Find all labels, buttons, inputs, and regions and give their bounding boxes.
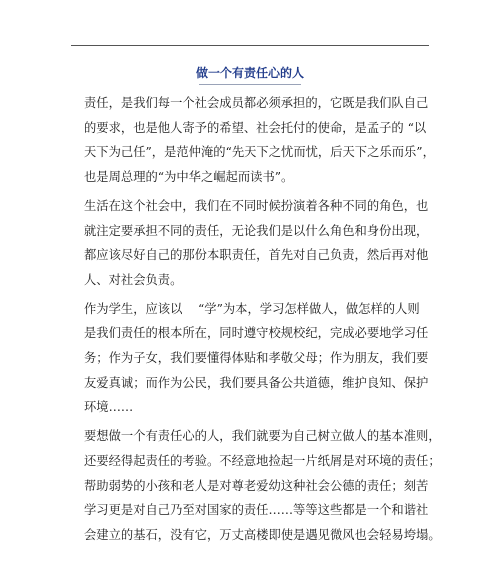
header-rule — [71, 45, 429, 46]
title-underline — [199, 84, 301, 85]
paragraph — [84, 297, 429, 421]
text-line: 也是周总理的“为中华之崛起而读书”。 — [84, 170, 294, 185]
text-line: 还要经得起责任的考验。不经意地捡起一片纸屑是对环境的责任； — [84, 453, 441, 468]
text-line: 帮助弱势的小孩和老人是对尊老爱幼这种社会公德的责任；刻苦 — [84, 478, 429, 493]
text-line: 环境…… — [84, 400, 134, 415]
text-line: 都应该尽好自己的那份本职责任，首先对自己负责，然后再对他 — [84, 248, 429, 263]
text-line: 务；作为子女，我们要懂得体贴和孝敬父母；作为朋友，我们要 — [84, 351, 429, 366]
text-line: 就注定要承担不同的责任，无论我们是以什么角色和身份出现， — [84, 223, 429, 238]
document-body — [84, 91, 441, 552]
text-line: 责任，是我们每一个社会成员都必须承担的，它既是我们队自己 — [84, 96, 429, 110]
text-line: 人、对社会负责。 — [84, 272, 183, 287]
text-line: 学习更是对自己乃至对国家的责任……等等这些都是一个和谐社 — [84, 503, 429, 518]
text-line: 是我们责任的根本所在，同时遵守校规校纪，完成必要地学习任 — [84, 326, 429, 341]
paragraph — [84, 194, 429, 293]
text-line: 作为学生，应该以 “学”为本，学习怎样做人，做怎样的人则 — [84, 301, 420, 316]
text-line: 生活在这个社会中，我们在不同时候扮演着各种不同的角色，也 — [84, 198, 429, 213]
document-title: 做一个有责任心的人 — [195, 66, 304, 80]
text-line: 要想做一个有责任心的人，我们就要为自己树立做人的基本准则， — [84, 429, 441, 444]
paragraph — [84, 424, 441, 548]
text-line: 会建立的基石，没有它，万丈高楼即使是遇见微风也会轻易垮塌。 — [84, 527, 441, 542]
text-line: 天下为己任”，是范仲淹的“先天下之忧而忧，后天下之乐而乐”， — [84, 145, 435, 160]
text-line: 友爱真诚；而作为公民，我们要具备公共道德，维护良知、保护 — [84, 375, 429, 390]
paragraph — [84, 91, 435, 190]
text-line: 的要求，也是他人寄予的希望、社会托付的使命，是孟子的 “以 — [84, 120, 427, 135]
